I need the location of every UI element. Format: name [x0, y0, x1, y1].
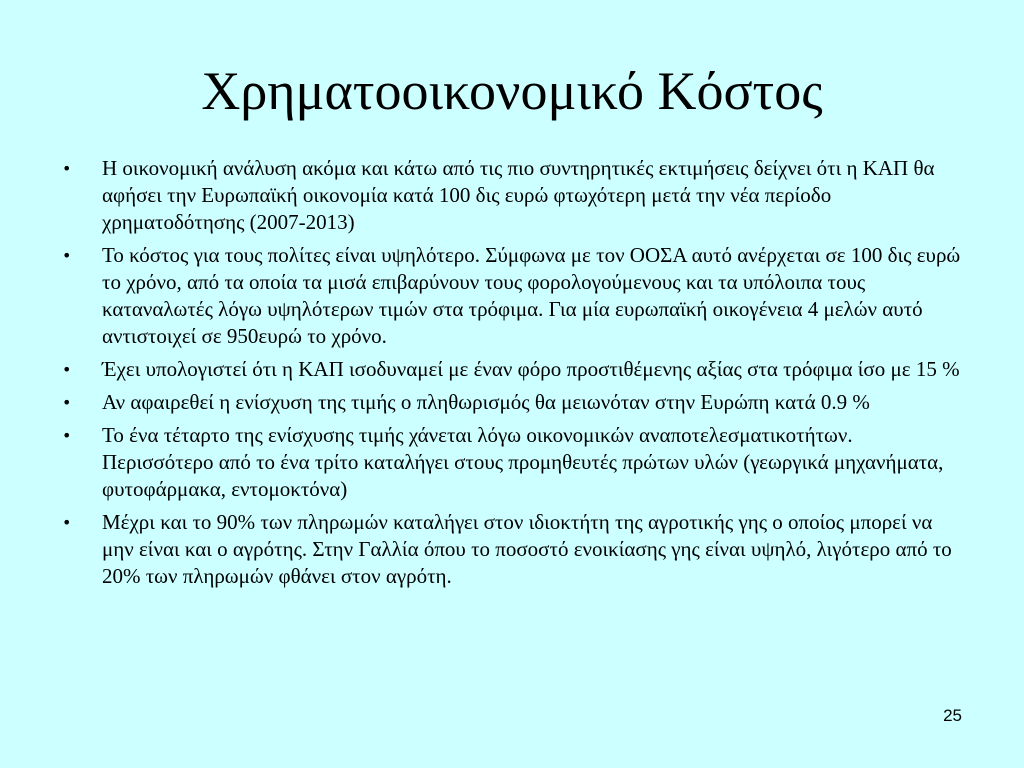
bullet-icon: • [62, 360, 72, 379]
page-number: 25 [943, 706, 962, 725]
bullet-text: Αν αφαιρεθεί η ενίσχυση της τιμής ο πληθωρισμός θα μειωνόταν στην Ευρώπη κατά 0.9 % [102, 390, 870, 414]
bullet-icon: • [62, 426, 72, 445]
bullet-item [62, 242, 967, 350]
bullet-item [62, 356, 967, 383]
bullet-item [62, 389, 967, 416]
bullet-item [62, 422, 967, 503]
bullet-icon: • [62, 513, 72, 532]
bullet-text: Η οικονομική ανάλυση ακόμα και κάτω από τις πιο συντηρητικές εκτιμήσεις δείχνει ότι η ΚΑΠ θα αφήσει την Ευρωπαϊκή οικονομία κατά 100 δις ευρώ φτωχότερη μετά την νέα περίοδο χρηματοδότησης (2007-2013) [102, 156, 935, 234]
bullet-icon: • [62, 393, 72, 412]
bullet-item [62, 155, 967, 236]
bullet-text: Το ένα τέταρτο της ενίσχυσης τιμής χάνεται λόγω οικονομικών αναποτελεσματικοτήτων. Περισσότερο από το ένα τρίτο καταλήγει στους προμηθευτές πρώτων υλών (γεωργικά μηχανήματα, φυτοφάρμακα, εντομοκτόνα) [102, 423, 944, 501]
bullet-text: Έχει υπολογιστεί ότι η ΚΑΠ ισοδυναμεί με έναν φόρο προστιθέμενης αξίας στα τρόφιμα ίσο με 15 % [102, 357, 960, 381]
bullet-list [62, 155, 967, 596]
bullet-item [62, 509, 967, 590]
slide-title: Χρηματοοικονομικό Κόστος [201, 61, 823, 121]
bullet-text: Το κόστος για τους πολίτες είναι υψηλότερο. Σύμφωνα με τον ΟΟΣΑ αυτό ανέρχεται σε 100 δις ευρώ το χρόνο, από τα οποία τα μισά επιβαρύνουν τους φορολογούμενους και τα υπόλοιπα τους καταναλωτές λόγω υψηλότερων τιμών στα τρόφιμα. Για μία ευρωπαϊκή οικογένεια 4 μελών αυτό αντιστοιχεί σε 950ευρώ το χρόνο. [102, 243, 961, 348]
bullet-text: Μέχρι και το 90% των πληρωμών καταλήγει στον ιδιοκτήτη της αγροτικής γης ο οποίος μπορεί να μην είναι και ο αγρότης. Στην Γαλλία όπου το ποσοστό ενοικίασης γης είναι υψηλό, λιγότερο από το 20% των πληρωμών φθάνει στον αγρότη. [102, 510, 952, 588]
bullet-icon: • [62, 246, 72, 265]
bullet-icon: • [62, 159, 72, 178]
